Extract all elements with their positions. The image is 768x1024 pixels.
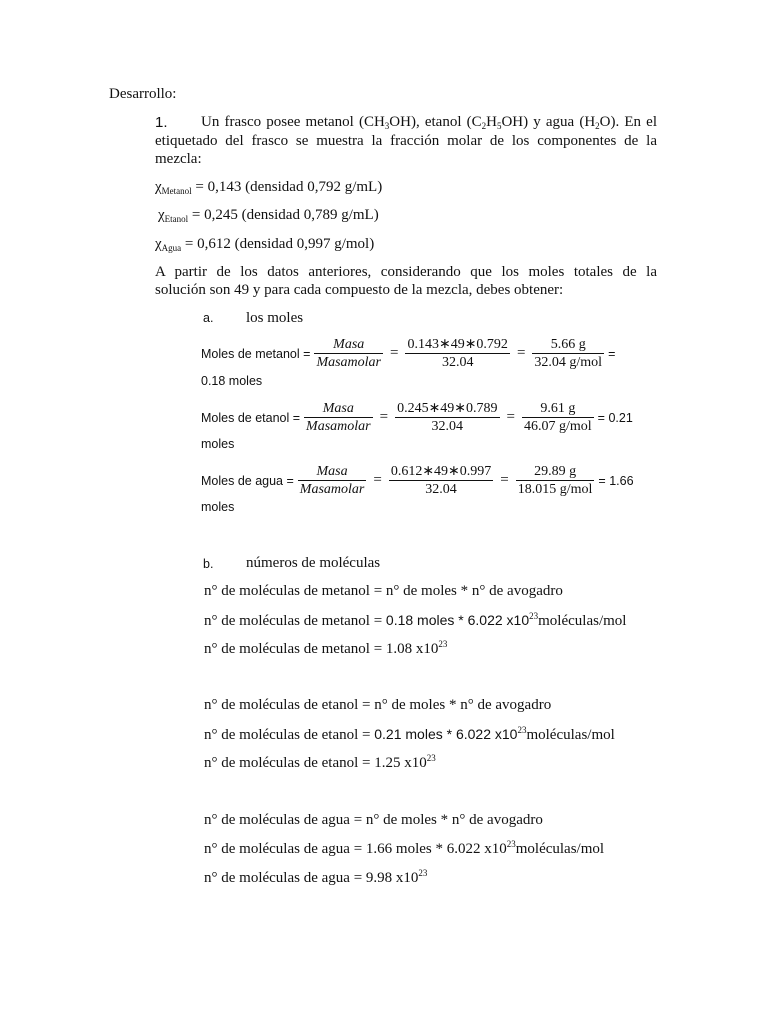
item1-line1: Un frasco posee metanol $(CH_3OH)$, etanol $(C_2H_5OH)$ y agua $(H_2O)$. En el <box>201 114 657 131</box>
equation-agua: Moles de agua = $\frac{\text{Masa}}{\text{Masamolar}}$ = $\frac{0.612∗49∗0.997}{32.04}$ = $\frac{29.89 g}{\text{18.015 g/mol}}$ = 1.66 <box>201 464 634 497</box>
fraction-values: $\frac{0.143∗49∗0.792}{32.04}$ <box>407 337 508 370</box>
part-a-title: los moles <box>246 310 304 326</box>
molecules-etanol-substitution: n° de moléculas de etanol = 0.21 moles * 6.022 $x10^{23}moléculas$/mol <box>204 725 615 743</box>
equation-etanol: Moles de etanol = $\frac{\text{Masa}}{\text{Masamolar}}$ = $\frac{0.245∗49∗0.789}{32.04}$ = $\frac{9.61 g}{\text{46.07 g/mol}}$ = 0.21 <box>201 401 633 434</box>
fraction-mass-over-molar: $\frac{\text{Masa}}{\text{Masamolar}}$ <box>316 337 381 370</box>
item1-line3: mezcla: <box>155 151 202 167</box>
molecules-etanol-formula: n° de moléculas de etanol = n° de moles * n° de avogadro <box>204 697 552 713</box>
molecules-metanol-substitution: n° de moléculas de metanol = 0.18 moles * 6.022 $x10^{23}moléculas$/mol <box>204 611 627 629</box>
fraction-agua: $\chi_{Agua} = 0,612$ (densidad 0,997 g/mol) <box>155 236 375 253</box>
fraction-etanol: $\chi_{Etanol} = 0,245$ (densidad 0,789 g/mL) <box>158 207 379 224</box>
fraction-mass-over-molar: $\frac{\text{Masa}}{\text{Masamolar}}$ <box>306 401 371 434</box>
molecules-metanol-formula: n° de moléculas de metanol = n° de moles * n° de avogadro <box>204 583 563 599</box>
paragraph-line2: solución son 49 y para cada compuesto de la mezcla, debes obtener: <box>155 282 564 298</box>
fraction-mass-over-molar: $\frac{\text{Masa}}{\text{Masamolar}}$ <box>299 464 365 497</box>
molecules-agua-substitution: n° de moléculas de agua = 1.66 moles * 6.022 $x10^{23}moléculas$/mol <box>204 839 605 857</box>
molecules-metanol-result: n° de moléculas de metanol = 1.08 $x10^{23}$ <box>204 639 448 657</box>
item1-line2: etiquetado del frasco se muestra la fracción molar de los componentes de la <box>155 133 657 149</box>
paragraph-line1: A partir de los datos anteriores, considerando que los moles totales de la <box>155 264 657 280</box>
fraction-grams: $\frac{5.66 g}{\text{32.04 g/mol}}$ <box>534 337 603 370</box>
result-agua: moles <box>201 500 235 514</box>
part-b-title: números de moléculas <box>246 555 381 571</box>
molecules-agua-result: n° de moléculas de agua = 9.98 $x10^{23}$ <box>204 868 428 886</box>
fraction-metanol: $\chi_{Metanol} = 0,143$ (densidad 0,792 g/mL) <box>155 179 383 196</box>
item-number: 1. <box>155 114 168 131</box>
molecules-agua-formula: n° de moléculas de agua = n° de moles * n° de avogadro <box>204 812 543 828</box>
part-b-letter: b. <box>203 557 214 571</box>
result-metanol: 0.18 moles <box>201 374 263 388</box>
fraction-grams: $\frac{9.61 g}{\text{46.07 g/mol}}$ <box>524 401 592 434</box>
section-heading: Desarrollo: <box>109 86 177 102</box>
result-etanol: moles <box>201 437 235 451</box>
fraction-values: $\frac{0.612∗49∗0.997}{32.04}$ <box>390 464 492 497</box>
equation-metanol: Moles de metanol = $\frac{\text{Masa}}{\text{Masamolar}}$ = $\frac{0.143∗49∗0.792}{32.04}$ = $\frac{5.66 g}{\text{32.04 g/mol}}$ = <box>201 337 616 370</box>
part-a-letter: a. <box>203 311 214 325</box>
fraction-grams: $\frac{29.89 g}{\text{18.015 g/mol}}$ <box>517 464 593 497</box>
molecules-etanol-result: n° de moléculas de etanol = 1.25 $x10^{23}$ <box>204 753 436 771</box>
fraction-values: $\frac{0.245∗49∗0.789}{32.04}$ <box>397 401 498 434</box>
